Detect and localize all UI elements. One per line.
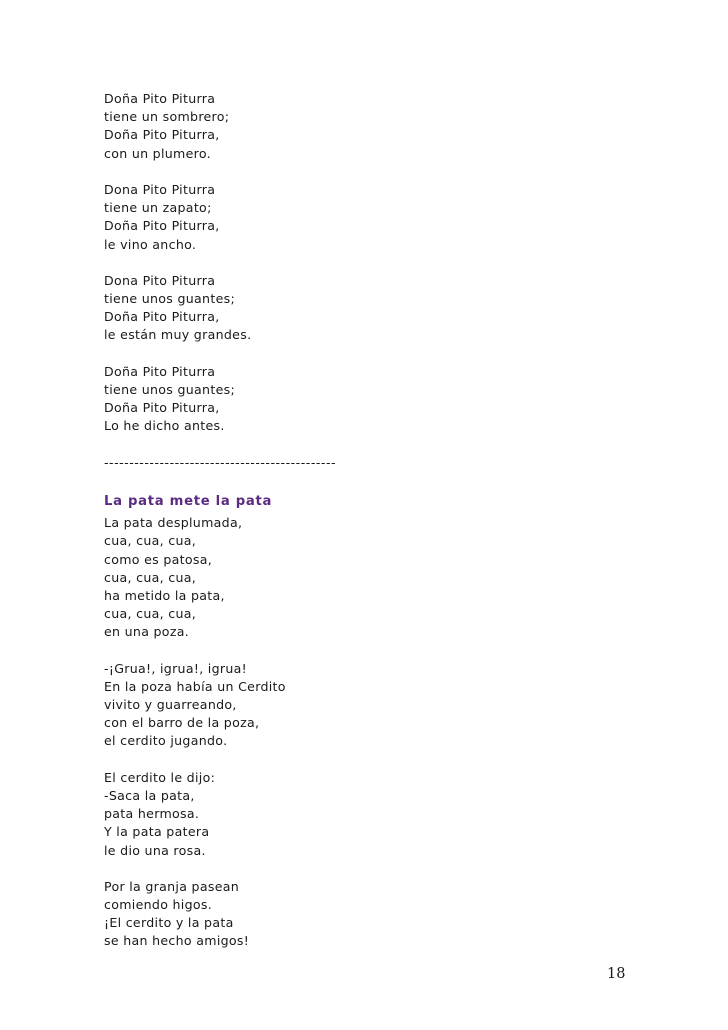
- verse-line: -Saca la pata,: [104, 787, 195, 803]
- verse-line: vivito y guarreando,: [104, 697, 237, 712]
- verse-line: Doña Pito Piturra,: [104, 218, 220, 234]
- verse-line: con un plumero.: [104, 145, 211, 161]
- verse-line: Lo he dicho antes.: [104, 418, 225, 434]
- verse-line: Dona Pito Piturra: [104, 181, 216, 197]
- verse-line: le vino ancho.: [104, 236, 197, 252]
- verse-line: Doña Pito Piturra: [104, 363, 216, 379]
- stanza: [104, 363, 624, 436]
- page-content: [104, 90, 624, 951]
- verse-line: tiene un sombrero;: [104, 109, 230, 125]
- stanza: [104, 878, 624, 951]
- verse-line: cua, cua, cua,: [104, 569, 197, 585]
- verse-line: comiendo higos.: [104, 897, 213, 913]
- verse-line: cua, cua, cua,: [104, 606, 197, 622]
- stanza-gap: [104, 472, 624, 490]
- verse-line: tiene unos guantes;: [104, 291, 236, 307]
- verse-line: Doña Pito Piturra,: [104, 309, 220, 325]
- section-divider: ----------------------------------------------: [104, 454, 337, 470]
- verse-line: ¡El cerdito y la pata: [104, 915, 234, 931]
- stanza: [104, 514, 624, 641]
- verse-line: como es patosa,: [104, 551, 213, 567]
- verse-line: En la poza había un Cerdito: [104, 678, 286, 694]
- verse-line: en una poza.: [104, 624, 190, 640]
- verse-line: Doña Pito Piturra: [104, 91, 216, 106]
- stanza-gap: [104, 751, 624, 769]
- page-number: 18: [607, 966, 626, 982]
- verse-line: La pata desplumada,: [104, 515, 243, 531]
- verse-line: Dona Pito Piturra: [104, 272, 216, 288]
- verse-line: se han hecho amigos!: [104, 933, 250, 949]
- stanza-gap: [104, 163, 624, 181]
- stanza: [104, 660, 624, 751]
- verse-line: con el barro de la poza,: [104, 715, 260, 731]
- stanza: [104, 769, 624, 860]
- stanza-gap: [104, 436, 624, 454]
- verse-line: pata hermosa.: [104, 806, 200, 822]
- stanza-gap: [104, 345, 624, 363]
- verse-line: ha metido la pata,: [104, 587, 225, 603]
- verse-line: El cerdito le dijo:: [104, 769, 216, 785]
- verse-line: el cerdito jugando.: [104, 733, 228, 749]
- poem-title: La pata mete la pata: [104, 494, 273, 510]
- verse-line: tiene unos guantes;: [104, 382, 236, 397]
- stanza: [104, 181, 624, 254]
- stanza: [104, 272, 624, 345]
- verse-line: Doña Pito Piturra,: [104, 127, 220, 143]
- stanza-gap: [104, 860, 624, 878]
- stanza-gap: [104, 254, 624, 272]
- stanza-gap: [104, 641, 624, 659]
- verse-line: le dio una rosa.: [104, 842, 206, 858]
- verse-line: -¡Grua!, igrua!, igrua!: [104, 660, 248, 676]
- verse-line: Doña Pito Piturra,: [104, 400, 220, 416]
- verse-line: tiene un zapato;: [104, 200, 212, 216]
- verse-line: Por la granja pasean: [104, 878, 240, 894]
- verse-line: Y la pata patera: [104, 824, 210, 840]
- stanza: [104, 90, 624, 163]
- verse-line: cua, cua, cua,: [104, 533, 197, 549]
- verse-line: le están muy grandes.: [104, 327, 252, 343]
